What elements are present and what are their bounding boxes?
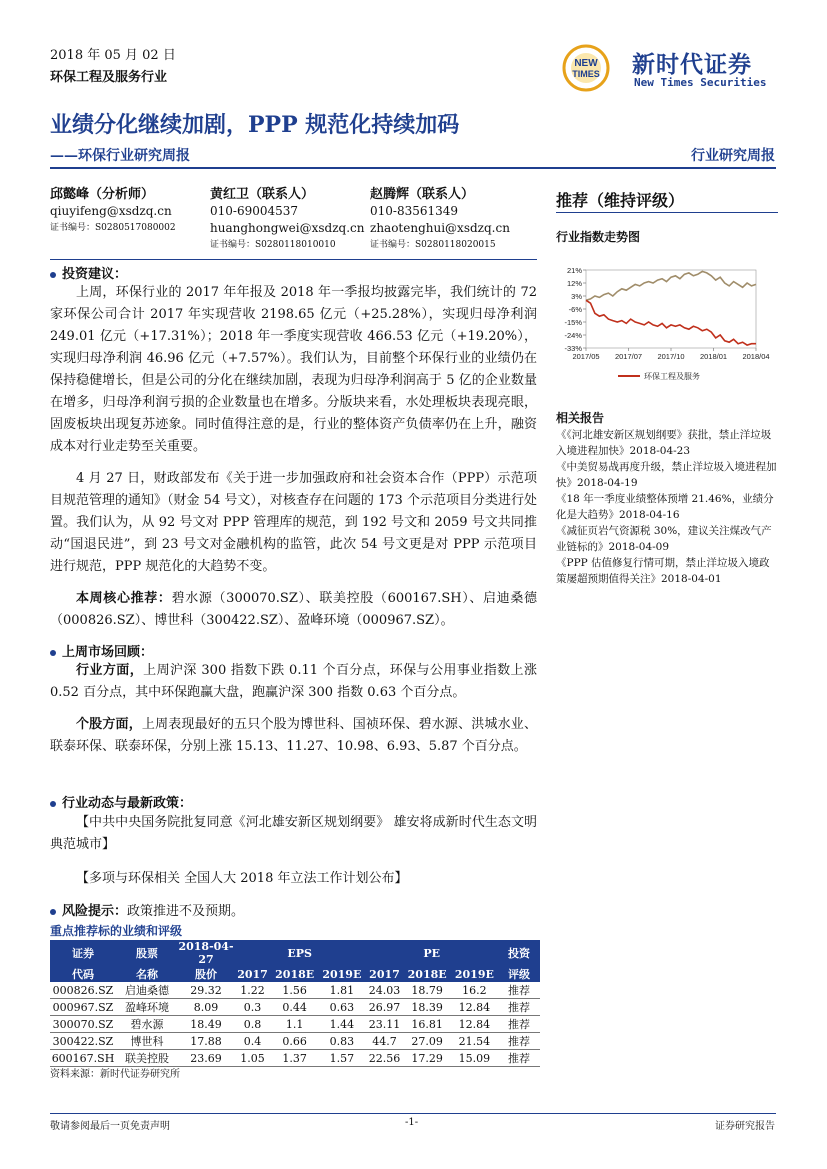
advice-body: [50, 282, 537, 632]
table-cell: 0.44: [271, 999, 318, 1016]
related-report-item[interactable]: 《减征页岩气资源税 30%，建议关注煤改气产业链标的》2018-04-09: [556, 525, 772, 553]
table-cell: 0.4: [234, 1033, 271, 1050]
analyst-phone: 010-83561349: [370, 204, 459, 218]
table-header-cell: 2019E: [318, 966, 365, 982]
analyst-3: [370, 186, 510, 254]
related-reports-title: 相关报告: [556, 411, 605, 425]
table-cell: 1.22: [234, 982, 271, 999]
table-header-cell: 2017: [234, 966, 271, 982]
table-cell: 推荐: [498, 1033, 540, 1050]
table-cell: 16.2: [451, 982, 498, 999]
table-cell: 0.83: [318, 1033, 365, 1050]
footer-disclaimer[interactable]: 敬请参阅最后一页免责声明: [50, 1121, 170, 1132]
table-cell: 17.29: [404, 1050, 451, 1067]
bullet-icon: [50, 801, 56, 807]
analyst-name: 黄红卫（联系人）: [210, 187, 315, 202]
table-cell: 1.56: [271, 982, 318, 999]
footer-divider: [50, 1113, 776, 1114]
table-cell: 29.32: [178, 982, 234, 999]
logo-english-name: New Times Securities: [634, 76, 767, 89]
table-cell: 23.11: [365, 1016, 403, 1033]
table-header-cell: PE: [365, 940, 498, 966]
analyst-name: 邱懿峰（分析师）: [50, 187, 155, 202]
analyst-divider: [50, 259, 537, 260]
y-tick-label: 12%: [566, 279, 582, 288]
table-cell: 0.3: [234, 999, 271, 1016]
table-cell: 推荐: [498, 999, 540, 1016]
report-type: 行业研究周报: [691, 148, 775, 164]
table-header-cell: 2018E: [404, 966, 451, 982]
table-header-cell: 证券: [50, 940, 116, 966]
table-cell: 000826.SZ: [50, 982, 116, 999]
table-cell: 27.09: [404, 1033, 451, 1050]
analyst-cert: 证书编号：S0280118010010: [210, 240, 336, 250]
table-header-row: [50, 940, 540, 966]
y-tick-label: 21%: [566, 266, 582, 275]
table-cell: 0.8: [234, 1016, 271, 1033]
table-cell: 18.49: [178, 1016, 234, 1033]
y-tick-label: -24%: [564, 331, 582, 340]
analyst-cert: 证书编号：S0280517080002: [50, 223, 176, 233]
logo-chinese-name: 新时代证券: [632, 51, 752, 78]
table-cell: 24.03: [365, 982, 403, 999]
section-policy-heading: [50, 792, 192, 811]
advice-paragraph-2: 4 月 27 日，财政部发布《关于进一步加强政府和社会资本合作（PPP）示范项目规范管理的通知》（财金 54 号文），对核查存在问题的 173 个示范项目分类进行处置。我们认为，从 92 号文对 PPP 管理库的规范，到 192 号文和 2059 号文共同推动“国退民进”，到 23 号文对金融机构的监管，此次 54 号文更是对 PPP 示范项目进行规范，PPP 规范化的大趋势不变。: [50, 471, 537, 574]
related-report-item[interactable]: 《《河北雄安新区规划纲要》获批，禁止洋垃圾入境进程加快》2018-04-23: [556, 429, 772, 457]
analyst-cert: 证书编号：S0280118020015: [370, 240, 496, 250]
table-row: [50, 982, 540, 999]
table-row: [50, 1050, 540, 1067]
table-cell: 8.09: [178, 999, 234, 1016]
market-text: 上周沪深 300 指数下跌 0.11 个百分点，环保与公用事业指数上涨 0.52 百分点，其中环保跑赢大盘，跑赢沪深 300 指数 0.63 个百分点。: [50, 663, 537, 700]
table-header-cell: 2018-04-27: [178, 940, 234, 966]
market-label: 行业方面，: [76, 663, 144, 678]
bullet-icon: [50, 909, 56, 915]
y-tick-label: -33%: [564, 344, 582, 353]
policy-body: [50, 812, 537, 890]
x-tick-label: 2017/10: [657, 352, 685, 361]
y-tick-label: -15%: [564, 318, 582, 327]
table-header-row: [50, 966, 540, 982]
market-body: [50, 660, 537, 758]
table-header-cell: 名称: [116, 966, 178, 982]
series-line: [586, 300, 756, 345]
footer-report-type: 证券研究报告: [715, 1121, 775, 1132]
table-title: 重点推荐标的业绩和评级: [50, 924, 183, 938]
analyst-2: [210, 186, 364, 254]
recommendation-table: [50, 940, 540, 1067]
bullet-icon: [50, 650, 56, 656]
table-header-cell: 代码: [50, 966, 116, 982]
core-label: 本周核心推荐：: [76, 591, 172, 606]
table-cell: 16.81: [404, 1016, 451, 1033]
section-title: 行业动态与最新政策：: [62, 796, 193, 811]
table-cell: 碧水源: [116, 1016, 178, 1033]
table-cell: 600167.SH: [51, 1051, 115, 1065]
table-cell: 1.05: [234, 1050, 271, 1067]
x-tick-label: 2018/04: [742, 352, 770, 361]
market-label: 个股方面，: [76, 717, 142, 732]
table-cell: 0.66: [271, 1033, 318, 1050]
table-cell: 18.79: [404, 982, 451, 999]
section-title: 投资建议：: [62, 267, 128, 282]
report-subtitle: ——环保行业研究周报: [50, 148, 190, 164]
analyst-email[interactable]: huanghongwei@xsdzq.cn: [210, 221, 365, 235]
chart-title: 行业指数走势图: [556, 230, 641, 244]
analyst-phone: 010-69004537: [210, 204, 299, 218]
industry-name: 环保工程及服务行业: [50, 70, 168, 85]
table-cell: 12.84: [451, 1016, 498, 1033]
report-title: 业绩分化继续加剧，PPP 规范化持续加码: [50, 112, 460, 138]
analyst-1: [50, 186, 176, 237]
table-cell: 1.57: [318, 1050, 365, 1067]
rating-label: 推荐（维持评级）: [556, 191, 685, 210]
table-cell: 1.37: [271, 1050, 318, 1067]
page-number: -1-: [405, 1117, 419, 1128]
table-cell: 1.81: [318, 982, 365, 999]
table-row: [50, 1033, 540, 1050]
analyst-name: 赵腾辉（联系人）: [370, 187, 475, 202]
section-market-heading: [50, 641, 153, 660]
market-industry: [50, 660, 537, 704]
policy-item: 【多项与环保相关 全国人大 2018 年立法工作计划公布】: [76, 871, 408, 886]
y-tick-label: 3%: [571, 292, 582, 301]
table-header-cell: 投资: [498, 940, 540, 966]
table-cell: 17.88: [178, 1033, 234, 1050]
table-cell: 1.1: [271, 1016, 318, 1033]
table-cell: 300070.SZ: [50, 1016, 116, 1033]
table-cell: 联美控股: [116, 1050, 178, 1067]
bullet-icon: [50, 272, 56, 278]
table-cell: 推荐: [498, 982, 540, 999]
table-cell: 26.97: [365, 999, 403, 1016]
svg-text:NEW: NEW: [574, 58, 598, 69]
x-tick-label: 2017/05: [572, 352, 600, 361]
table-header-cell: 评级: [498, 966, 540, 982]
related-report-item[interactable]: 《中美贸易战再度升级，禁止洋垃圾入境进程加快》2018-04-19: [556, 461, 777, 489]
y-tick-label: -6%: [568, 305, 582, 314]
table-cell: 推荐: [498, 1016, 540, 1033]
core-recommendation: [50, 588, 537, 632]
table-cell: 300422.SZ: [50, 1033, 116, 1050]
section-advice-heading: [50, 263, 127, 282]
risk-text: 政策推进不及预期。: [127, 904, 245, 919]
market-text: 上周表现最好的五只个股为博世科、国祯环保、碧水源、洪城水业、联泰环保、联泰环保，分别上涨 15.13、11.27、10.98、6.93、5.87 个百分点。: [50, 717, 537, 754]
table-cell: 22.56: [365, 1050, 403, 1067]
table-header-cell: EPS: [234, 940, 365, 966]
risk-title: 风险提示：: [62, 904, 128, 919]
table-header-cell: 股票: [116, 940, 178, 966]
table-cell: 44.7: [365, 1033, 403, 1050]
table-cell: 21.54: [451, 1033, 498, 1050]
core-text: 碧水源（300070.SZ）、联美控股（600167.SH）、启迪桑德（000826.SZ）、博世科（300422.SZ）、盈峰环境（000967.SZ）。: [50, 591, 537, 628]
table-cell: 盈峰环境: [116, 999, 178, 1016]
series-line: [586, 271, 756, 300]
company-logo: [556, 40, 776, 96]
analyst-email[interactable]: zhaotenghui@xsdzq.cn: [370, 221, 510, 235]
table-source: 资料来源：新时代证券研究所: [50, 1069, 180, 1080]
logo-mark-icon: [556, 40, 628, 96]
report-date: 2018 年 05 月 02 日: [50, 48, 176, 63]
rating-divider: [556, 212, 778, 213]
table-cell: 15.09: [451, 1050, 498, 1067]
industry-index-chart: [556, 262, 778, 388]
table-cell: 博世科: [116, 1033, 178, 1050]
table-header-cell: 2019E: [451, 966, 498, 982]
advice-paragraph-1: 上周，环保行业的 2017 年年报及 2018 年一季报均披露完毕，我们统计的 72 家环保公司合计 2017 年实现营收 2198.65 亿元（+25.28%），实现归母净利润 249.01 亿元（+17.31%）；2018 年一季度实现营收 466.53 亿元（+19.20%），实现归母净利润 46.96 亿元（+7.57%）。我们认为，目前整个环保行业的业绩仍在保持稳健增长，但是公司的分化在继续加剧，表现为归母净利润高于 5 亿的企业数量在增多，归母净利润亏损的企业数量也在增多。分版块来看，水处理板块表现亮眼，固废板块出现复苏迹象。同时值得注意的是，行业的整体资产负债率仍在上升，融资成本对行业走势至关重要。: [50, 285, 537, 454]
table-cell: 23.69: [178, 1050, 234, 1067]
table-cell: 000967.SZ: [50, 999, 116, 1016]
header-divider: [50, 167, 776, 169]
table-header-cell: 股价: [178, 966, 234, 982]
x-tick-label: 2017/07: [614, 352, 643, 361]
legend-label: 环保工程及服务: [644, 372, 700, 381]
policy-item: 【中共中央国务院批复同意《河北雄安新区规划纲要》 雄安将成新时代生态文明典范城市】: [50, 815, 537, 852]
table-cell: 启迪桑德: [116, 982, 178, 999]
related-report-item[interactable]: 《PPP 估值修复行情可期，禁止洋垃圾入境政策屡超预期值得关注》2018-04-01: [556, 557, 770, 585]
table-cell: 18.39: [404, 999, 451, 1016]
table-row: [50, 1016, 540, 1033]
related-reports-list: [556, 428, 778, 588]
table-header-cell: 2018E: [271, 966, 318, 982]
related-report-item[interactable]: 《18 年一季度业绩整体预增 21.46%，业绩分化是大趋势》2018-04-16: [556, 493, 774, 521]
table-cell: 12.84: [451, 999, 498, 1016]
table-cell: 0.63: [318, 999, 365, 1016]
svg-text:TIMES: TIMES: [572, 69, 600, 79]
table-row: [50, 999, 540, 1016]
table-header-cell: 2017: [365, 966, 403, 982]
analyst-email[interactable]: qiuyifeng@xsdzq.cn: [50, 204, 172, 218]
section-title: 上周市场回顾：: [62, 645, 154, 660]
x-tick-label: 2018/01: [699, 352, 728, 361]
risk-section: [50, 900, 244, 919]
plot-frame: [586, 270, 756, 348]
market-stocks: [50, 714, 537, 758]
table-cell: 推荐: [498, 1050, 540, 1067]
table-cell: 1.44: [318, 1016, 365, 1033]
